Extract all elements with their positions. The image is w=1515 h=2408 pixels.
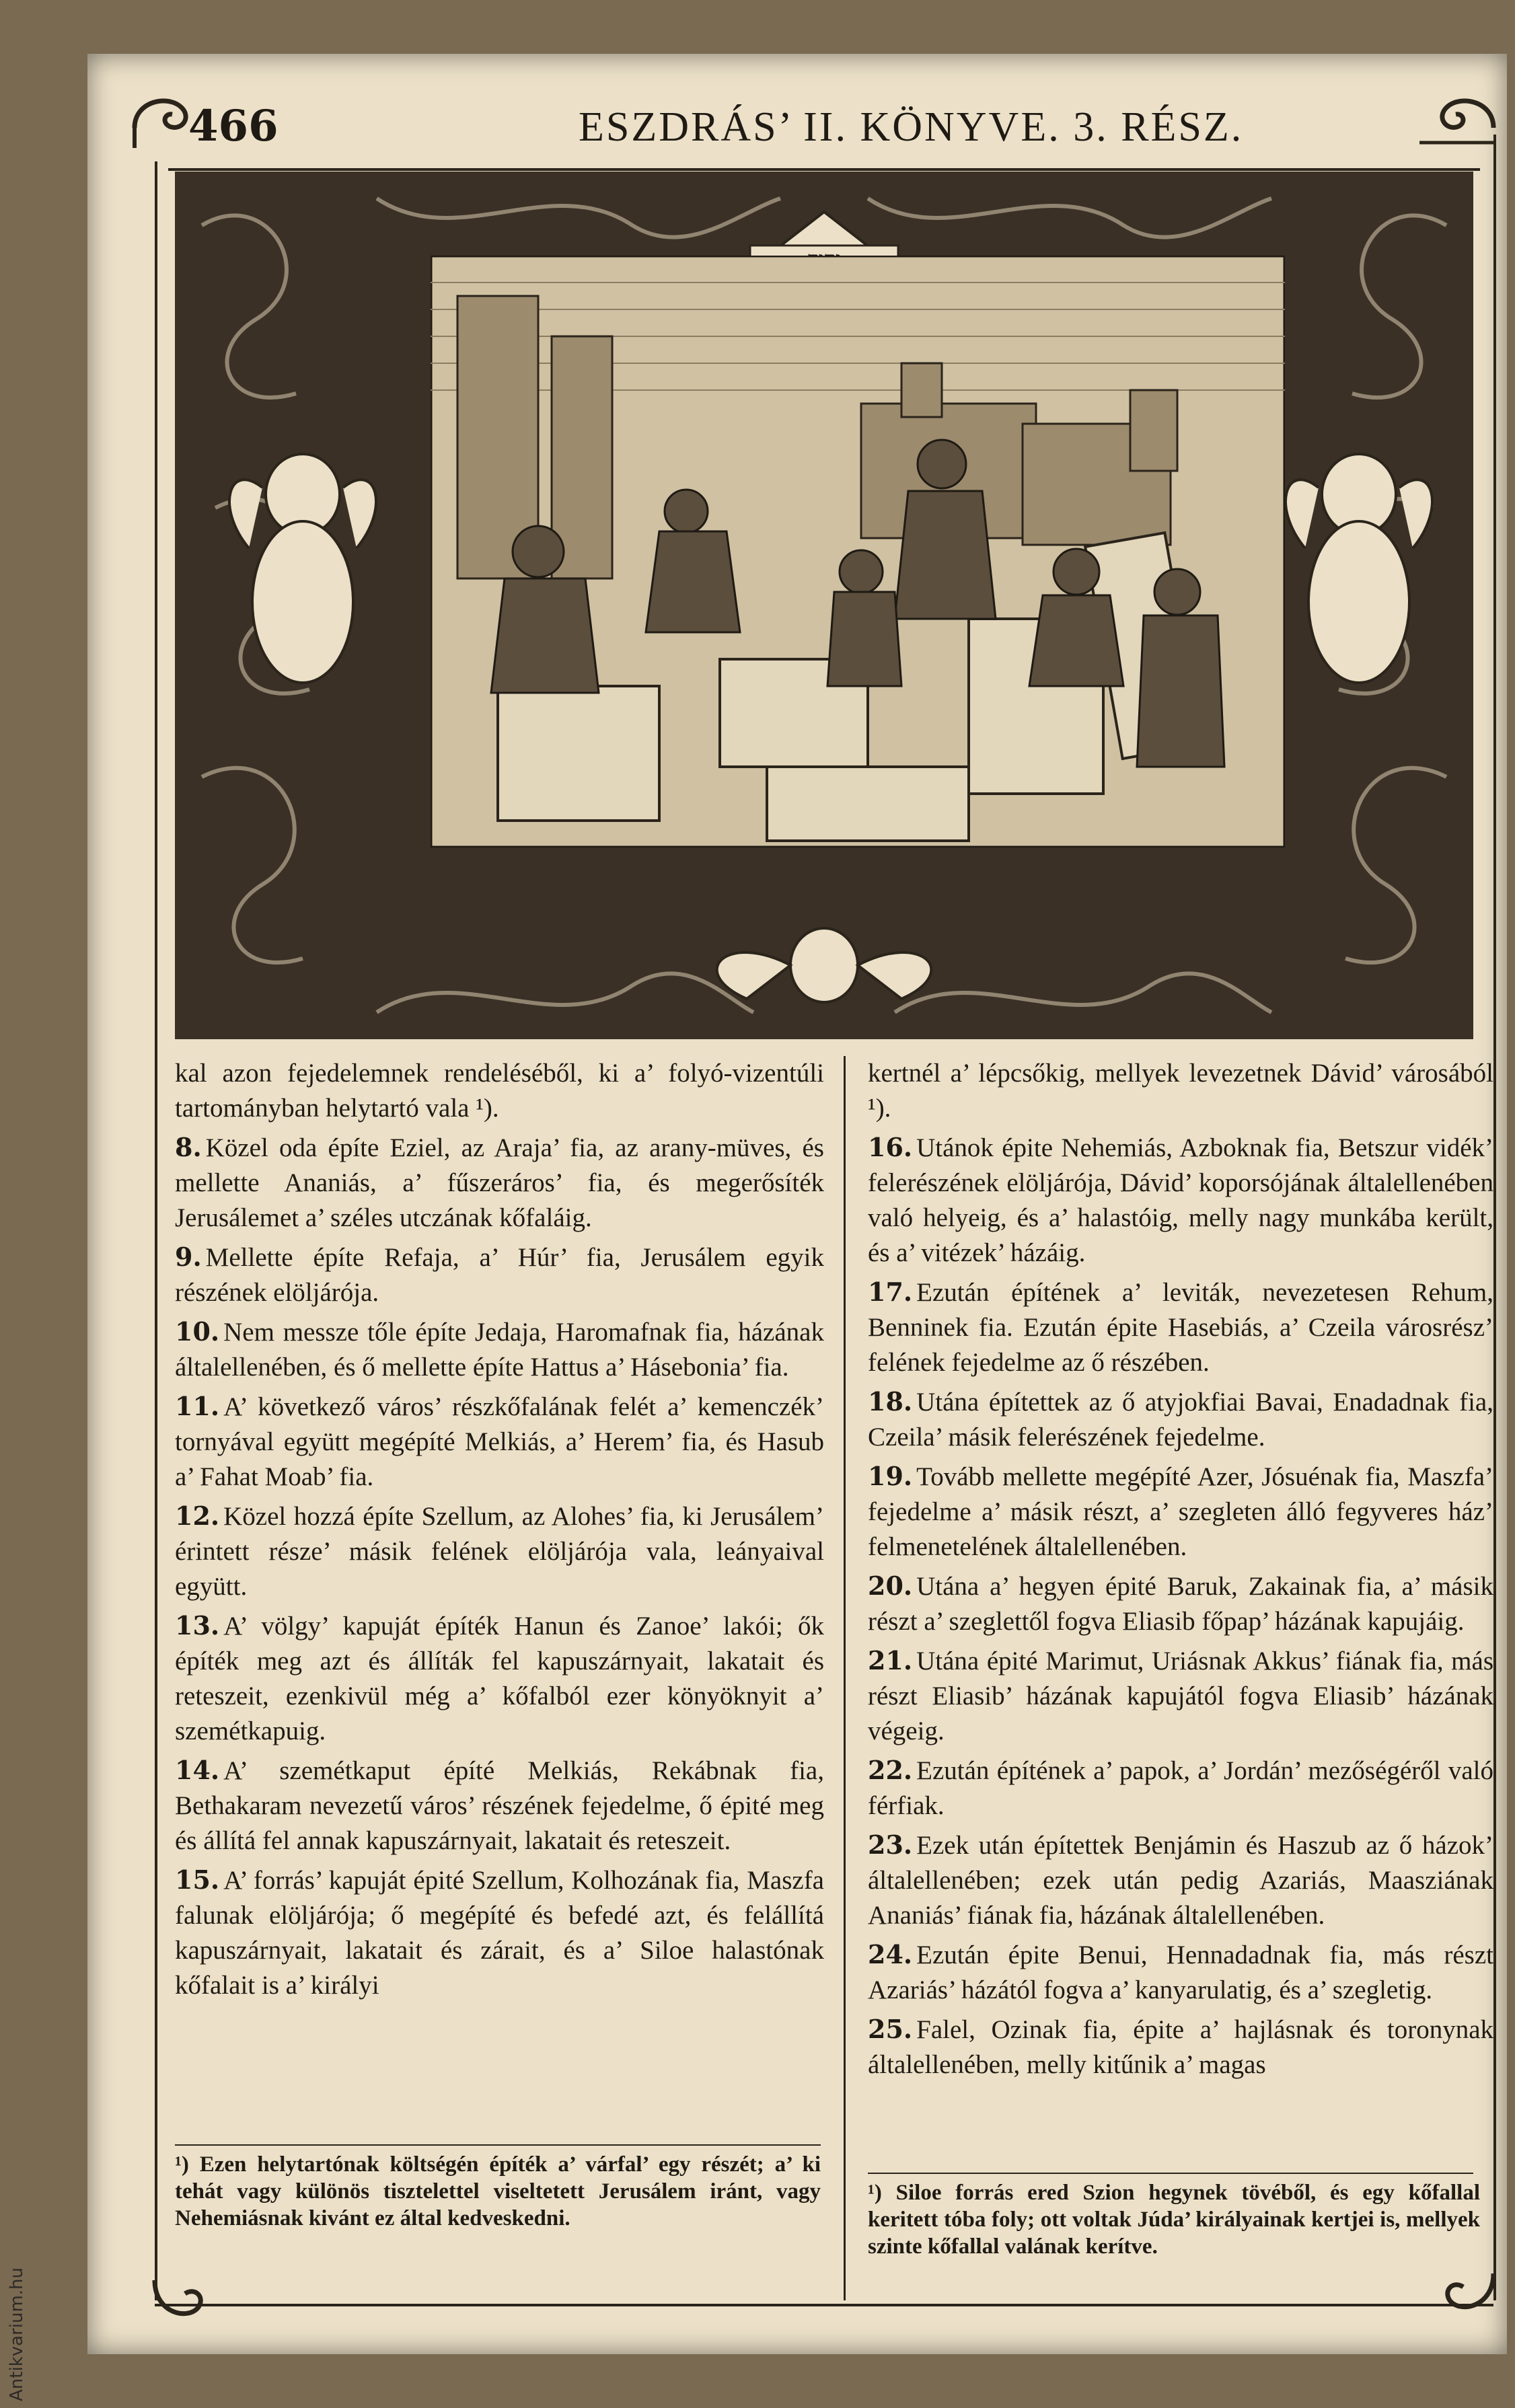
verse: 12. Közel hozzá építe Szellum, az Alohes’ fia, ki Jerusálem’ érintett része’ másik felének elöljárója vala, leányaival együtt. bbox=[175, 1501, 824, 1601]
verse: 22. Ezután építének a’ papok, a’ Jordán’ mezőségéről való férfiak. bbox=[868, 1755, 1493, 1820]
verse: 8. Közel oda építe Eziel, az Araja’ fia, az arany-müves, és mellette Ananiás, a’ fűszeráros’ fia, és megerősíték Jerusálemet a’ széles utczának kőfaláig. bbox=[175, 1132, 824, 1232]
verse: 14. A’ szemétkaput építé Melkiás, Rekábnak fia, Bethakaram nevezetű város’ részének fejedelme, ő épité meg és állítá fel annak kapuszárnyait, lakatait és reteszeit. bbox=[175, 1755, 824, 1855]
page-header bbox=[87, 81, 1507, 161]
right-text-column bbox=[868, 1056, 1493, 2086]
verse: 18. Utána építettek az ő atyjokfiai Bavai, Enadadnak fia, Czeila’ másik felerészének fejedelme. bbox=[868, 1386, 1493, 1452]
verse: 10. Nem messze tőle építe Jedaja, Haromafnak fia, házának általellenében, és ő mellette építe Hattus a’ Hásebonia’ fia. bbox=[175, 1316, 824, 1382]
left-text-column bbox=[175, 1056, 824, 2007]
continuation-text: kal azon fejedelemnek rendeléséből, ki a’ folyó-vizentúli tartományban helytartó vala ¹). bbox=[175, 1059, 824, 1123]
watermark: Antikvarium.hu bbox=[7, 2267, 27, 2401]
verse: 15. A’ forrás’ kapuját épité Szellum, Kolhozának fia, Maszfa falunak elöljárója; ő megépíté és befedé azt, és felállítá kapuszárnyait, lakatait és zárait, és a’ Siloe halastónak kőfalait is a’ királyi bbox=[175, 1865, 824, 2000]
footnote-rule-right bbox=[868, 2173, 1473, 2174]
footnote-rule-left bbox=[175, 2144, 821, 2146]
running-title: ESZDRÁS’ II. KÖNYVE. 3. RÉSZ. bbox=[579, 104, 1244, 150]
verse: 25. Falel, Ozinak fia, épite a’ hajlásnak és toronynak általellenében, melly kitűnik a’ magas bbox=[868, 2014, 1493, 2079]
bottom-rule bbox=[155, 2304, 1493, 2306]
column-divider bbox=[844, 1056, 846, 2300]
verse: 13. A’ völgy’ kapuját építék Hanun és Zanoe’ lakói; ők építék meg azt és állíták fel kapuszárnyait, lakatait és reteszeit, ezenkivül még a’ kőfalból ezer könyöknyit a’ szemétkapuig. bbox=[175, 1610, 824, 1745]
footnote-left: ¹) Ezen helytartónak költségén építék a’ várfal’ egy részét; a’ ki tehát vagy különös tisztelettel viseltetett Jerusálem iránt, vagy Nehemiásnak kivánt ez által kedveskedni. bbox=[175, 2152, 821, 2230]
book-page bbox=[87, 54, 1507, 2354]
scroll-ornament-icon bbox=[148, 2273, 209, 2327]
verse: 9. Mellette építe Refaja, a’ Húr’ fia, Jerusálem egyik részének elöljárója. bbox=[175, 1242, 824, 1307]
right-rule bbox=[1493, 135, 1496, 2300]
page-number: 466 bbox=[188, 101, 279, 151]
left-rule bbox=[155, 161, 157, 2300]
verse: 17. Ezután építének a’ leviták, nevezetesen Rehum, Benninek fia. Ezután épite Hasebiás, a’ Czeila városrész’ felének fejedelme az ő részében. bbox=[868, 1277, 1493, 1377]
scroll-ornament-icon bbox=[1433, 2267, 1500, 2327]
verse: 20. Utána a’ hegyen épité Baruk, Zakainak fia, a’ másik részt a’ szeglettől fogva Eliasib főpap’ házának kapujáig. bbox=[868, 1571, 1493, 1636]
verse: 16. Utánok épite Nehemiás, Azboknak fia, Betszur vidék’ felerészének elöljárója, Dávid’ koporsójának általellenében való helyeig, és a’ halastóig, melly nagy munkába került, és a’ vitézek’ házáig. bbox=[868, 1132, 1493, 1267]
verse: 19. Tovább mellette megépíté Azer, Jósuénak fia, Maszfa’ fejedelme a’ másik részt, a’ szegleten álló fegyveres ház’ felmenetelének általellenében. bbox=[868, 1461, 1493, 1561]
verse: 23. Ezek után építettek Benjámin és Haszub az ő házok’ általellenében; ezek után pedig Azariás, Maasziának Ananiás’ fiának fia, házának általellenében. bbox=[868, 1830, 1493, 1930]
footnote-right: ¹) Siloe forrás ered Szion hegynek tövéből, és egy kőfallal keritett tóba foly; ott voltak Júda’ királyainak kertjei is, mellyek szinte kőfallal valának kerítve. bbox=[868, 2181, 1480, 2259]
top-rule bbox=[168, 168, 1480, 171]
continuation-text: kertnél a’ lépcsőkig, mellyek levezetnek Dávid’ városából ¹). bbox=[868, 1059, 1493, 1123]
verse: 24. Ezután épite Benui, Hennadadnak fia, más részt Azariás’ házától fogva a’ kanyarulatig, és a’ szegletig. bbox=[868, 1939, 1493, 2004]
scroll-ornament-icon bbox=[1419, 87, 1500, 148]
verse: 21. Utána épité Marimut, Uriásnak Akkus’ fiának fia, más részt Eliasib’ házának kapujától fogva Eliasib’ házának végeig. bbox=[868, 1645, 1493, 1745]
builders-engraving bbox=[431, 256, 1285, 848]
verse: 11. A’ következő város’ részkőfalának felét a’ kemenczék’ tornyával együtt megépíté Melkiás, a’ Herem’ fia, és Hasub a’ Fahat Moab’ fia. bbox=[175, 1391, 824, 1491]
